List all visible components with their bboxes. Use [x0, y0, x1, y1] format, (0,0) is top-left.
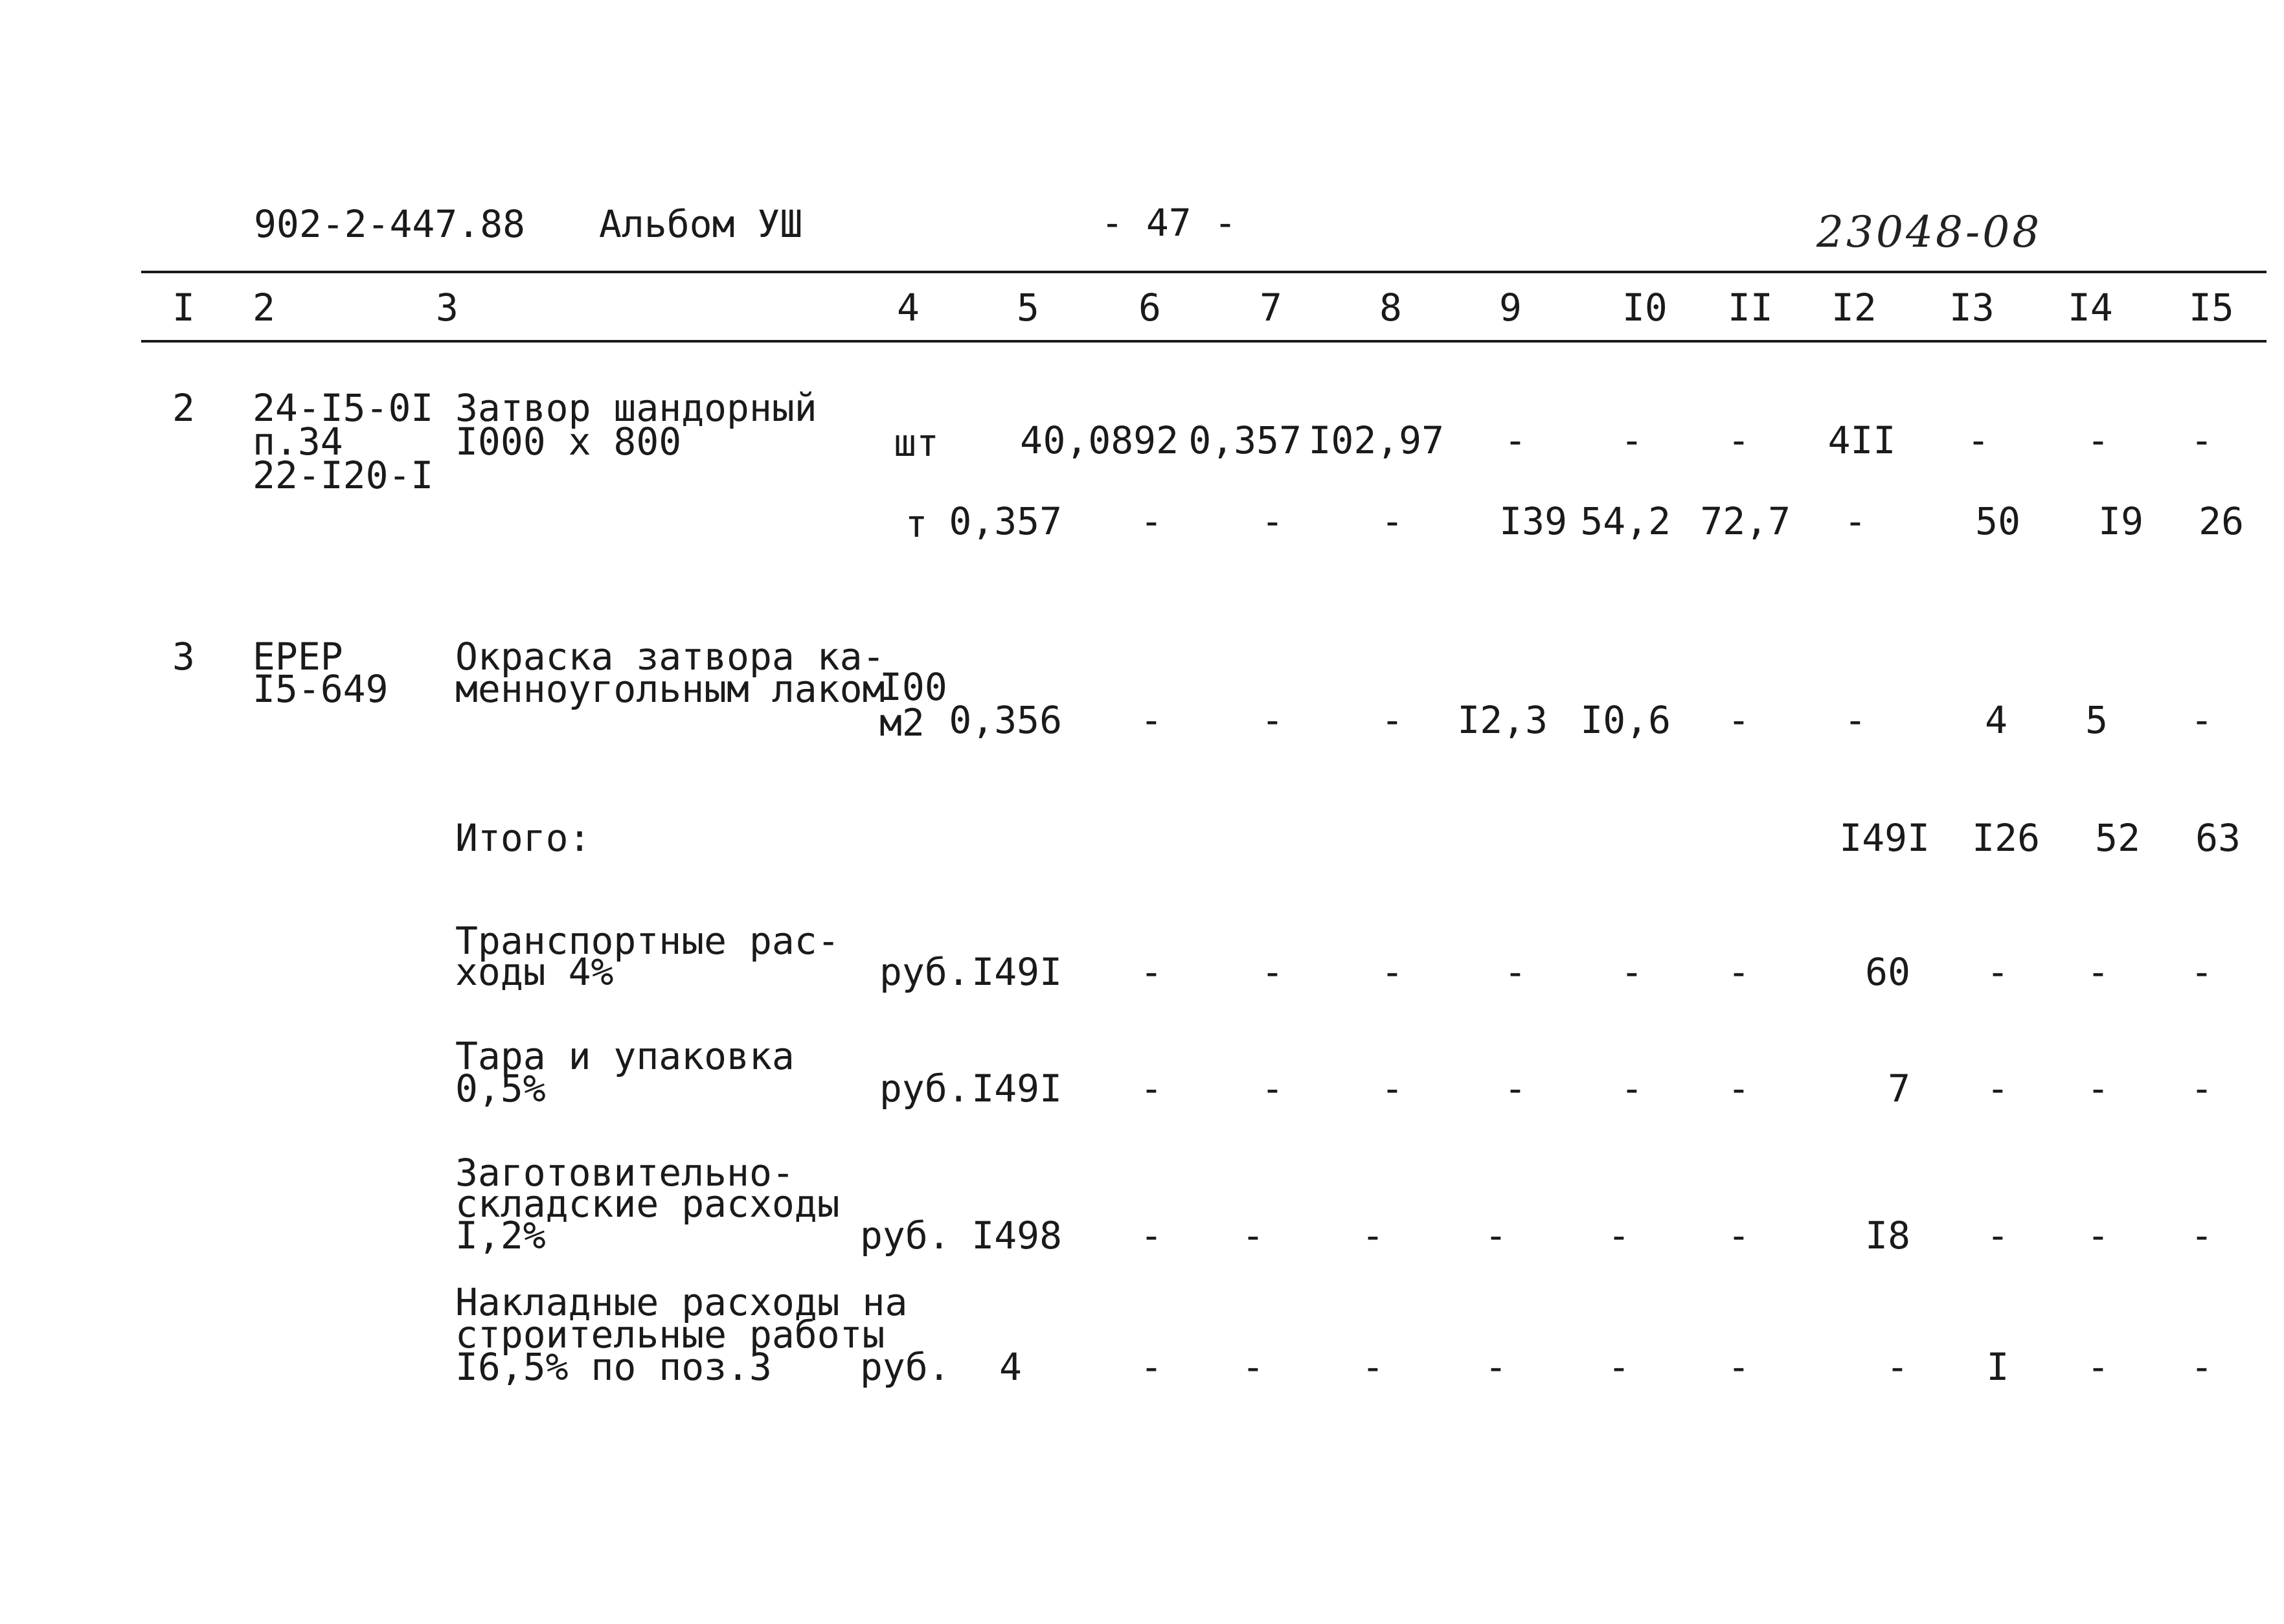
cell-col7: -: [1261, 950, 1284, 994]
cell-col7: -: [1261, 1066, 1284, 1111]
cell-col6: -: [1140, 950, 1163, 994]
cell-col12: -: [1886, 1345, 1909, 1389]
cell-col8: -: [1361, 1213, 1385, 1257]
cell-col5: I498: [971, 1213, 1062, 1257]
cell-col6: -: [1140, 698, 1163, 742]
cell-col14: -: [2086, 1345, 2110, 1389]
cell-col9: -: [1504, 950, 1527, 994]
cell-col6: 0,0892: [1043, 418, 1179, 462]
cell-col5: 4: [1020, 418, 1043, 462]
cell-col15: -: [2190, 1345, 2213, 1389]
page-number: - 47 -: [1101, 201, 1237, 245]
cell-col13: -: [1986, 1066, 2009, 1111]
cell-col10: -: [1620, 418, 1644, 462]
cell-col8: -: [1381, 1066, 1404, 1111]
row-number: 2: [172, 386, 195, 430]
cell-col11: -: [1727, 1345, 1750, 1389]
unit: руб.: [879, 950, 970, 994]
description-line: I000 х 800: [455, 420, 682, 464]
column-header: 3: [436, 286, 458, 330]
price-code-line: 22-I20-I: [253, 453, 434, 497]
cell-col13: 50: [1975, 499, 2020, 543]
header-rule-top: [141, 271, 2267, 273]
cell-col10: -: [1620, 1066, 1644, 1111]
description-line: строительные работы: [455, 1313, 885, 1357]
cell-col14: -: [2086, 1066, 2110, 1111]
cell-col13: -: [1986, 1213, 2009, 1257]
cell-col9: -: [1484, 1345, 1508, 1389]
price-code-line: ЕРЕР: [253, 635, 343, 679]
description-line: Затвор шандорный: [455, 386, 817, 430]
cell-col14: -: [2086, 418, 2110, 462]
description-line: Накладные расходы на: [455, 1280, 908, 1324]
unit: руб.: [860, 1345, 951, 1389]
cell-col5: 0,357: [949, 499, 1062, 543]
cell-col10: -: [1607, 1213, 1631, 1257]
cell-col13: -: [1967, 418, 1990, 462]
column-header: 4: [897, 286, 920, 330]
cell-col11: -: [1727, 1066, 1750, 1111]
registry-number: 23048-08: [1816, 207, 2042, 257]
cell-col15: -: [2190, 698, 2213, 742]
cell-col12: 7: [1888, 1066, 1910, 1111]
cell-col5: I49I: [971, 950, 1062, 994]
description-line: складские расходы: [455, 1182, 840, 1226]
column-header: I4: [2068, 286, 2113, 330]
column-header: I5: [2189, 286, 2234, 330]
column-header: 5: [1017, 286, 1039, 330]
cell-col8: -: [1381, 499, 1404, 543]
unit: т: [905, 502, 928, 546]
unit: шт: [894, 421, 939, 465]
album-label: Альбом УШ: [599, 202, 803, 246]
cell-col8: I02,97: [1308, 418, 1444, 462]
column-header: 8: [1379, 286, 1402, 330]
cell-col7: 0,357: [1188, 418, 1302, 462]
column-header: I: [172, 286, 195, 330]
cell-col5: I49I: [971, 1066, 1062, 1111]
description-line: I,2%: [455, 1213, 546, 1257]
cell-col9: -: [1504, 418, 1527, 462]
cell-col9: -: [1504, 1066, 1527, 1111]
column-header: 2: [253, 286, 275, 330]
total-label: Итого:: [455, 816, 591, 860]
unit: руб.: [860, 1213, 951, 1257]
cell-col12: 4II: [1827, 418, 1896, 462]
cell-col15: -: [2190, 418, 2213, 462]
cell-col6: -: [1140, 499, 1163, 543]
cell-col8: -: [1381, 950, 1404, 994]
price-code-line: п.34: [253, 420, 343, 464]
document-code: 902-2-447.88: [254, 202, 526, 246]
cell-col12: I8: [1865, 1213, 1910, 1257]
description-line: ходы 4%: [455, 950, 614, 994]
cell-col6: -: [1140, 1345, 1163, 1389]
cell-col6: -: [1140, 1213, 1163, 1257]
description-line: менноугольным лаком: [455, 667, 885, 711]
cell-col15: -: [2190, 1213, 2213, 1257]
cell-col13: 4: [1985, 698, 2007, 742]
price-code-line: 24-I5-0I: [253, 386, 434, 430]
column-header: I2: [1831, 286, 1877, 330]
unit-line: м2: [879, 701, 925, 745]
cell-col11: -: [1727, 418, 1750, 462]
cell-col11: 72,7: [1700, 499, 1791, 543]
cell-col15: -: [2190, 950, 2213, 994]
cell-col10: -: [1620, 950, 1644, 994]
cell-col9: I2,3: [1457, 698, 1548, 742]
cell-col14: I9: [2098, 499, 2143, 543]
description-line: Транспортные рас-: [455, 919, 840, 963]
description-line: 0,5%: [455, 1066, 546, 1111]
description-line: Окраска затвора ка-: [455, 635, 885, 679]
unit: руб.: [879, 1066, 970, 1111]
cell-col7: -: [1241, 1213, 1265, 1257]
column-header: 7: [1260, 286, 1282, 330]
cell-col8: -: [1381, 698, 1404, 742]
cell-col11: -: [1727, 1213, 1750, 1257]
column-header: I0: [1622, 286, 1668, 330]
row-number: 3: [172, 635, 195, 679]
cell-col15: 26: [2199, 499, 2244, 543]
column-header: II: [1728, 286, 1773, 330]
cell-col10: I0,6: [1580, 698, 1671, 742]
cell-col5: 0,356: [949, 698, 1062, 742]
cell-col11: -: [1727, 950, 1750, 994]
cell-col12: -: [1844, 499, 1867, 543]
cell-col15: 63: [2195, 816, 2241, 860]
cell-col6: -: [1140, 1066, 1163, 1111]
cell-col9: -: [1484, 1213, 1508, 1257]
cell-col14: 5: [2085, 698, 2108, 742]
cell-col13: -: [1986, 950, 2009, 994]
cell-col10: 54,2: [1580, 499, 1671, 543]
cell-col7: -: [1241, 1345, 1265, 1389]
cell-col14: -: [2086, 1213, 2110, 1257]
column-header: 9: [1499, 286, 1522, 330]
cell-col12: I49I: [1839, 816, 1930, 860]
cell-col15: -: [2190, 1066, 2213, 1111]
cell-col13: I26: [1972, 816, 2040, 860]
description-line: I6,5% по поз.3: [455, 1345, 772, 1389]
description-line: Заготовительно-: [455, 1151, 795, 1195]
cell-col9: I39: [1499, 499, 1567, 543]
cell-col7: -: [1261, 698, 1284, 742]
cell-col7: -: [1261, 499, 1284, 543]
cell-col14: 52: [2095, 816, 2140, 860]
price-code-line: I5-649: [253, 667, 389, 711]
cell-col13: I: [1986, 1345, 2009, 1389]
cell-col10: -: [1607, 1345, 1631, 1389]
column-header: I3: [1949, 286, 1995, 330]
column-header: 6: [1138, 286, 1161, 330]
header-rule-bottom: [141, 340, 2267, 343]
unit-line: I00: [879, 665, 947, 709]
cell-col12: 60: [1865, 950, 1910, 994]
cell-col11: -: [1727, 698, 1750, 742]
cell-col14: -: [2086, 950, 2110, 994]
description-line: Тара и упаковка: [455, 1034, 795, 1078]
cell-col8: -: [1361, 1345, 1385, 1389]
cell-col12: -: [1844, 698, 1867, 742]
cell-col5: 4: [999, 1345, 1022, 1389]
